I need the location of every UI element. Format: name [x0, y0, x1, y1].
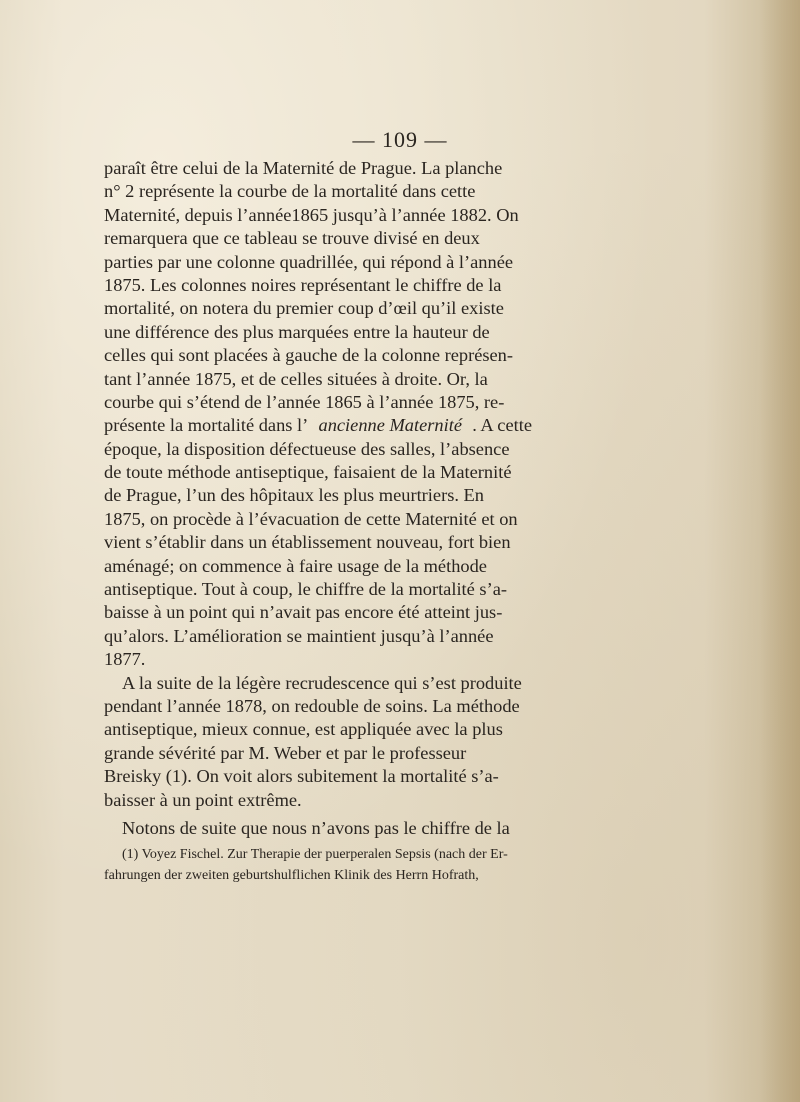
text-line: n° 2 représente la courbe de la mortalité dans cette [104, 181, 476, 202]
text-line: 1877. [104, 649, 146, 670]
italic-phrase: ancienne Maternité [318, 415, 462, 436]
body-text [104, 157, 532, 840]
text-line: 1875. Les colonnes noires représentant le chiffre de la [104, 274, 502, 295]
text-line: Notons de suite que nous n’avons pas le chiffre de la [122, 817, 510, 838]
text-line: antiseptique, mieux connue, est appliquée avec la plus [104, 719, 503, 740]
text-line: vient s’établir dans un établissement nouveau, fort bien [104, 532, 511, 553]
text-segment: . A cette [472, 415, 532, 436]
text-line: Maternité, depuis l’année1865 jusqu’à l’année 1882. On [104, 204, 519, 225]
text-line: baisse à un point qui n’avait pas encore été atteint jus- [104, 602, 503, 623]
text-line: tant l’année 1875, et de celles situées à droite. Or, la [104, 368, 488, 389]
page-number: — 109 — [352, 127, 448, 152]
text-line: qu’alors. L’amélioration se maintient jusqu’à l’année [104, 625, 494, 646]
text-line-with-italic [104, 414, 532, 437]
text-line: pendant l’année 1878, on redouble de soins. La méthode [104, 695, 520, 716]
text-line: courbe qui s’étend de l’année 1865 à l’année 1875, re- [104, 391, 505, 412]
text-line: parties par une colonne quadrillée, qui répond à l’année [104, 251, 514, 272]
footnote-line: (1) Voyez Fischel. Zur Therapie der puerperalen Sepsis (nach der Er- [122, 847, 508, 862]
text-line: de Prague, l’un des hôpitaux les plus meurtriers. En [104, 485, 484, 506]
text-line: antiseptique. Tout à coup, le chiffre de la mortalité s’a- [104, 579, 507, 600]
text-segment: présente la mortalité dans l’ [104, 415, 309, 436]
text-line: A la suite de la légère recrudescence qui s’est produite [122, 672, 522, 693]
text-line: de toute méthode antiseptique, faisaient de la Maternité [104, 462, 512, 483]
text-line: paraît être celui de la Maternité de Prague. La planche [104, 158, 503, 178]
text-line: une différence des plus marquées entre la hauteur de [104, 321, 490, 342]
text-line: 1875, on procède à l’évacuation de cette Maternité et on [104, 508, 518, 529]
footnote-line: fahrungen der zweiten geburtshulflichen Klinik des Herrn Hofrath, [104, 868, 479, 883]
footnote [104, 844, 532, 886]
text-line: Breisky (1). On voit alors subitement la mortalité s’a- [104, 766, 499, 787]
text-line: aménagé; on commence à faire usage de la méthode [104, 555, 487, 576]
text-line: époque, la disposition défectueuse des salles, l’absence [104, 438, 510, 459]
text-line: remarquera que ce tableau se trouve divisé en deux [104, 228, 480, 249]
page-edge-shadow [760, 0, 800, 1102]
text-line: baisser à un point extrême. [104, 789, 302, 810]
text-line: mortalité, on notera du premier coup d’œil qu’il existe [104, 298, 504, 319]
text-line: celles qui sont placées à gauche de la colonne représen- [104, 345, 514, 366]
text-line: grande sévérité par M. Weber et par le professeur [104, 742, 467, 763]
